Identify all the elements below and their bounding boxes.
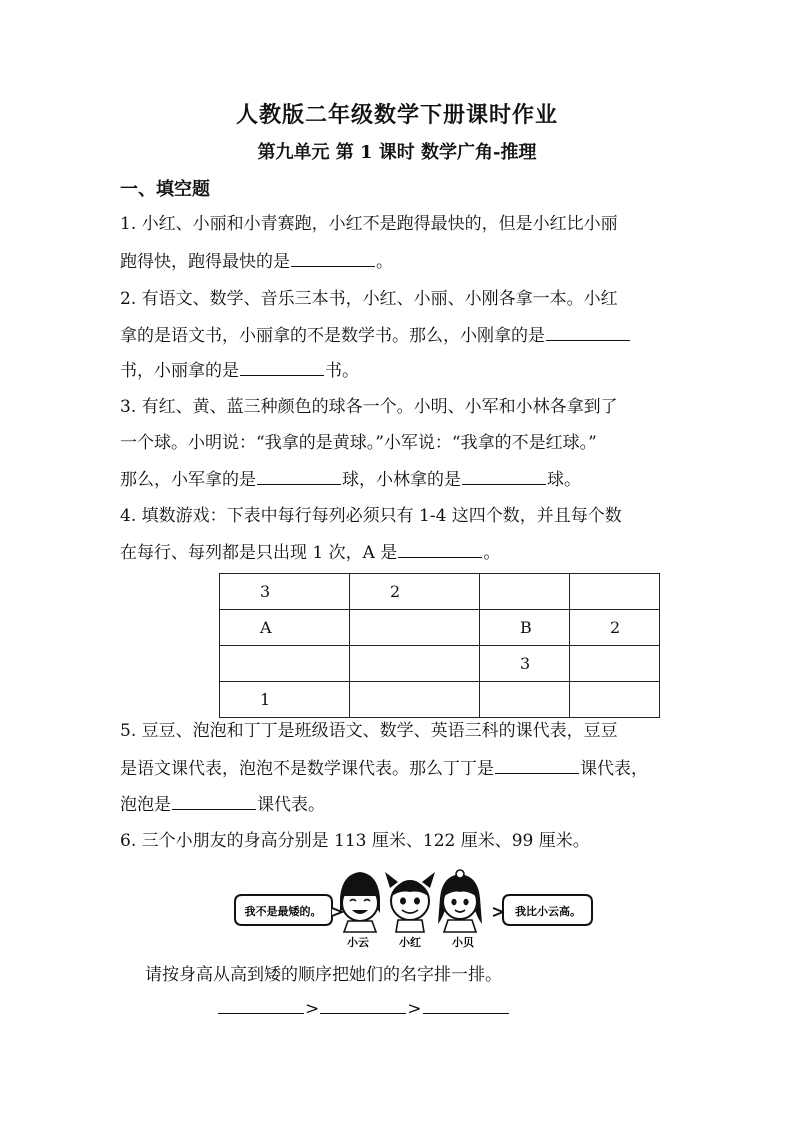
speech-bubble-right: [493, 895, 592, 925]
q2-line-1: 2. 有语文、数学、音乐三本书，小红、小丽、小刚各拿一本。小红: [120, 289, 618, 309]
order-separator: >: [407, 999, 422, 1019]
grid-cell: [350, 646, 480, 682]
grid-cell: [480, 682, 570, 718]
q5-text-after: 课代表，: [580, 759, 648, 779]
q4-text-before: 在每行、每列都是只出现 1 次，A 是: [120, 543, 398, 563]
bubble-left-text: 我不是最矮的。: [244, 905, 322, 918]
grid-cell: 2: [570, 610, 660, 646]
grid-cell: [570, 574, 660, 610]
q1-line-2: [120, 248, 393, 274]
q4-answer-blank[interactable]: [398, 539, 482, 558]
grid-row: [220, 646, 660, 682]
q1-text-before: 跑得快，跑得最快的是: [120, 252, 290, 272]
q6-answer-blank-2[interactable]: [320, 995, 406, 1014]
grid-cell: [570, 646, 660, 682]
q1-answer-blank[interactable]: [291, 248, 375, 267]
girl-xiaoyun-figure: [340, 872, 380, 932]
q5-text-line3-after: 课代表。: [257, 795, 325, 815]
document-subtitle: 第九单元 第 1 课时 数学广角-推理: [257, 142, 537, 163]
q5-text-line3-before: 泡泡是: [120, 795, 171, 815]
q5-answer-blank-1[interactable]: [495, 755, 579, 774]
q2-answer-blank-2[interactable]: [240, 357, 324, 376]
q4-line-1: 4. 填数游戏：下表中每行每列必须只有 1-4 这四个数，并且每个数: [120, 506, 622, 526]
q5-line-3: [120, 791, 325, 817]
speech-bubble-left: [235, 895, 342, 925]
grid-cell: [350, 610, 480, 646]
q6-answer-blank-3[interactable]: [423, 995, 509, 1014]
q1-text-after: 。: [376, 252, 393, 272]
q6-order-line: [217, 995, 510, 1019]
q5-line-1: 5. 豆豆、泡泡和丁丁是班级语文、数学、英语三科的课代表，豆豆: [120, 721, 618, 741]
q3-line-2: 一个球。小明说：“我拿的是黄球。”小军说：“我拿的不是红球。”: [120, 433, 597, 453]
q6-line-1: 6. 三个小朋友的身高分别是 113 厘米、122 厘米、99 厘米。: [120, 831, 590, 851]
girl-xiaohong-figure: [385, 872, 435, 932]
q4-text-after: 。: [483, 543, 501, 563]
girl-xiaobei-figure: [438, 870, 482, 932]
q3-text-before: 那么，小军拿的是: [120, 470, 256, 490]
grid-cell: 1: [220, 682, 350, 718]
q2-text-line3-before: 书，小丽拿的是: [120, 361, 239, 381]
q2-line-3: [120, 357, 359, 383]
section-heading: 一、填空题: [120, 179, 210, 200]
q3-answer-blank-1[interactable]: [257, 466, 341, 485]
q4-line-2: [120, 539, 500, 565]
q6-instruction: 请按身高从高到矮的顺序把她们的名字排一排。: [145, 965, 502, 985]
name-label-xiaohong: 小红: [399, 936, 421, 949]
grid-row: [220, 574, 660, 610]
document-title: 人教版二年级数学下册课时作业: [235, 102, 558, 128]
q3-line-3: [120, 466, 581, 492]
grid-cell: [350, 682, 480, 718]
grid-cell: [570, 682, 660, 718]
grid-cell: [220, 646, 350, 682]
grid-row: [220, 682, 660, 718]
q2-text-before: 拿的是语文书，小丽拿的不是数学书。那么，小刚拿的是: [120, 326, 545, 346]
q1-line-1: 1. 小红、小丽和小青赛跑，小红不是跑得最快的，但是小红比小丽: [120, 214, 618, 234]
name-label-xiaoyun: 小云: [347, 936, 369, 949]
q3-answer-blank-2[interactable]: [462, 466, 546, 485]
grid-cell: 3: [220, 574, 350, 610]
bubble-right-text: 我比小云高。: [515, 905, 581, 918]
q3-line-1: 3. 有红、黄、蓝三种颜色的球各一个。小明、小军和小林各拿到了: [120, 397, 618, 417]
q5-answer-blank-2[interactable]: [172, 791, 256, 810]
grid-cell: 3: [480, 646, 570, 682]
grid-cell: B: [480, 610, 570, 646]
grid-cell: 2: [350, 574, 480, 610]
cartoon-illustration: [230, 868, 600, 950]
q2-line-2: [120, 322, 631, 348]
order-separator: >: [305, 999, 320, 1019]
number-grid: [219, 573, 660, 718]
q2-text-line3-after: 书。: [325, 361, 359, 381]
grid-row: [220, 610, 660, 646]
q5-line-2: [120, 755, 648, 781]
name-label-xiaobei: 小贝: [452, 936, 474, 949]
q6-answer-blank-1[interactable]: [218, 995, 304, 1014]
q3-text-after: 球。: [547, 470, 581, 490]
grid-cell: A: [220, 610, 350, 646]
q2-answer-blank-1[interactable]: [546, 322, 630, 341]
q5-text-before: 是语文课代表，泡泡不是数学课代表。那么丁丁是: [120, 759, 494, 779]
q3-text-mid: 球，小林拿的是: [342, 470, 461, 490]
grid-cell: [480, 574, 570, 610]
